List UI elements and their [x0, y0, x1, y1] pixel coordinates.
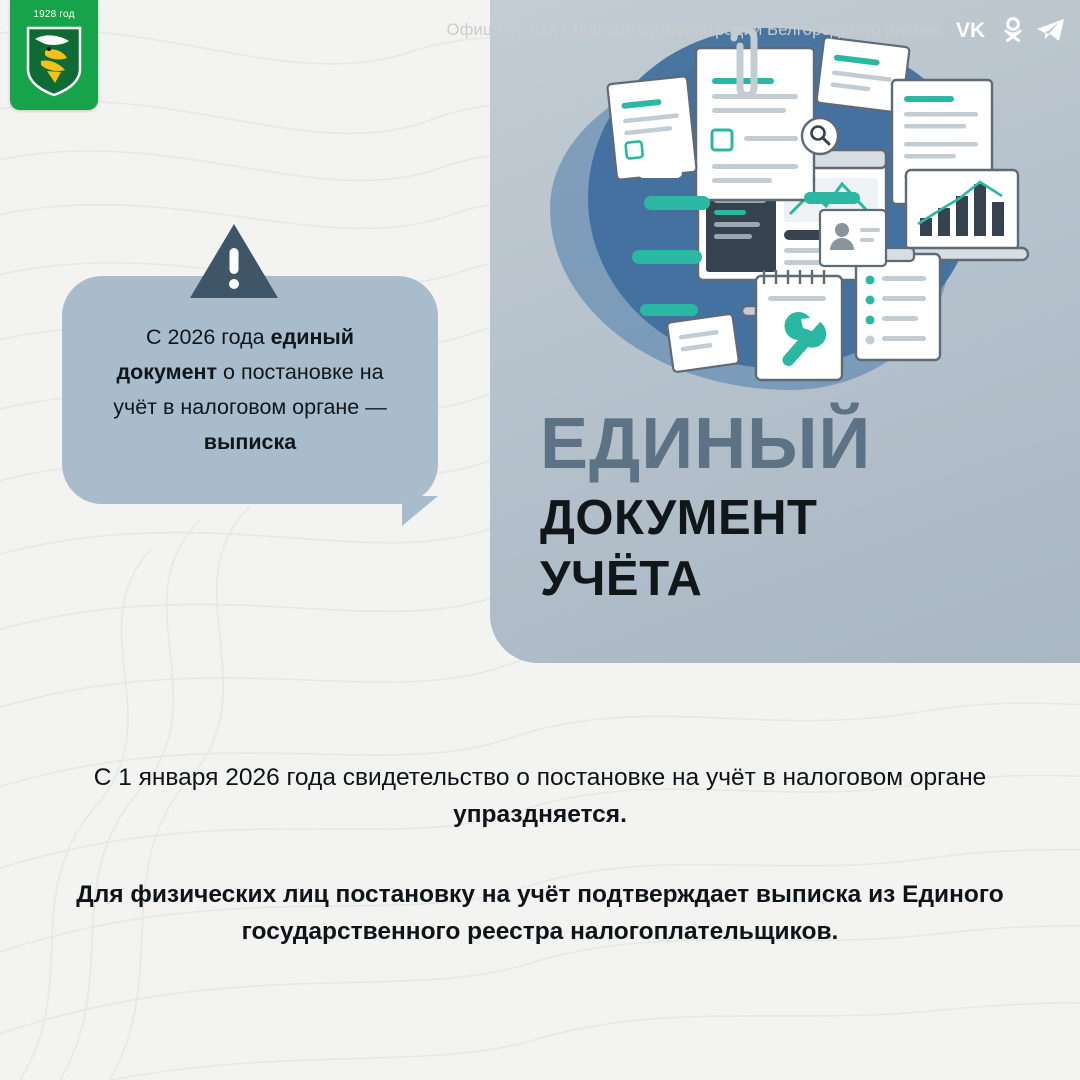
- callout-part-2: о постановке на учёт в налоговом органе —: [113, 360, 387, 419]
- body-paragraph-2: [24, 876, 1056, 952]
- warning-icon: [188, 222, 280, 300]
- header-title: Официальная страница администрации Белгородского района: [446, 20, 942, 39]
- callout-bold-2: выписка: [203, 429, 297, 454]
- emblem-year-label: 1928 год: [33, 9, 75, 20]
- body-p2-bold: выписка из Единого государственного реестра налогоплательщиков.: [241, 880, 1004, 946]
- callout-part-1: С 2026 года: [145, 325, 271, 350]
- callout-bubble-tail: [402, 496, 438, 526]
- svg-text:VK: VK: [956, 19, 986, 42]
- district-emblem: [10, 0, 98, 110]
- callout-text: [96, 320, 404, 459]
- body-text-block: [0, 760, 1080, 951]
- body-paragraph-1: [24, 760, 1056, 834]
- body-p1-plain: С 1 января 2026 года свидетельство о постановке на учёт в налоговом органе: [93, 764, 987, 791]
- hero-title: [540, 404, 1060, 611]
- body-p2-plain: Для физических лиц постановку на учёт подтверждает: [76, 880, 756, 908]
- hero-title-line-2: ДОКУМЕНТ: [540, 491, 818, 545]
- social-links[interactable]: [956, 17, 1066, 43]
- hero-title-line-1: ЕДИНЫЙ: [540, 404, 872, 484]
- callout-bold-1: единый документ: [116, 325, 355, 385]
- odnoklassniki-icon[interactable]: [1003, 17, 1023, 43]
- vk-icon[interactable]: [956, 18, 990, 42]
- shield-icon: [25, 25, 83, 97]
- hero-title-line-3: УЧЁТА: [540, 552, 703, 607]
- page-header: [0, 0, 1080, 60]
- callout-bubble: [62, 276, 438, 504]
- documents-illustration: [520, 18, 1060, 408]
- body-p1-bold: упраздняется.: [453, 800, 627, 828]
- telegram-icon[interactable]: [1036, 17, 1066, 43]
